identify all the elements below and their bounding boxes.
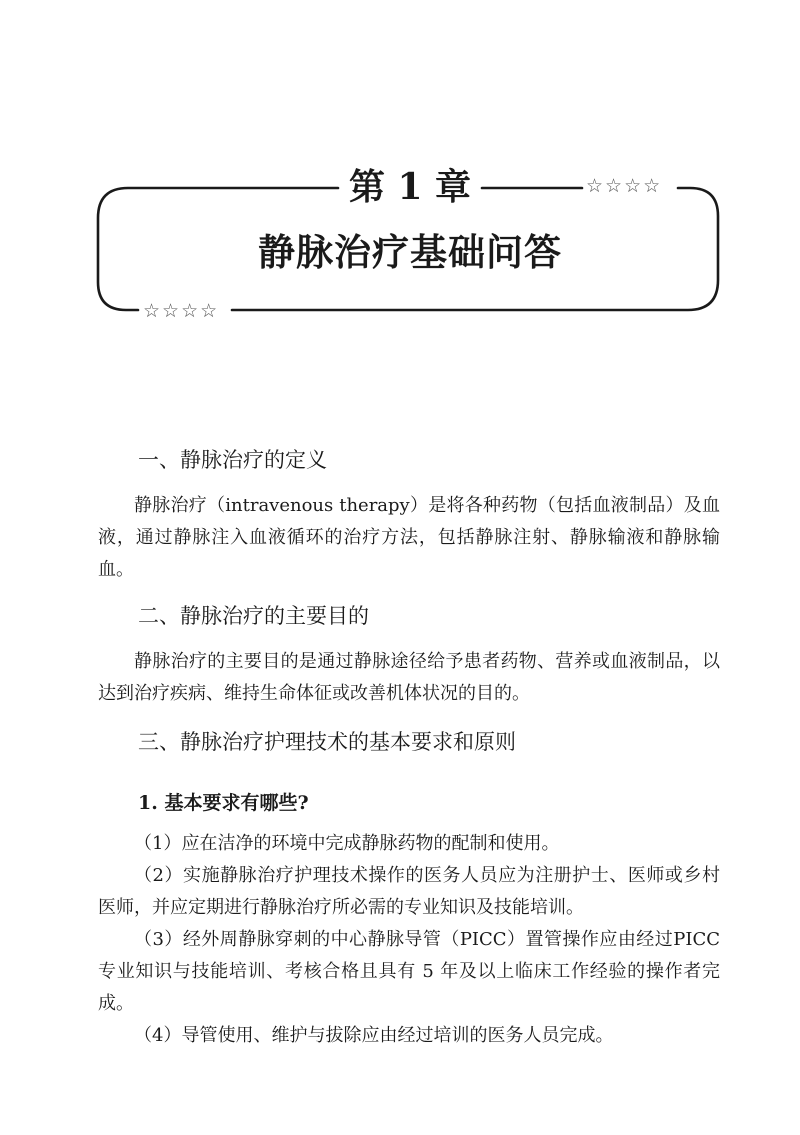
section-heading-requirements: 三、静脉治疗护理技术的基本要求和原则 [138,730,516,754]
page-content [98,440,720,1052]
section-heading-purpose: 二、静脉治疗的主要目的 [138,604,369,628]
section-heading-definition: 一、静脉治疗的定义 [138,448,327,472]
list-item: （4）导管使用、维护与拔除应由经过培训的医务人员完成。 [134,1025,614,1046]
section-paragraph-purpose: 静脉治疗的主要目的是通过静脉途径给予患者药物、营养或血液制品，以达到治疗疾病、维持生命体征或改善机体状况的目的。 [98,651,720,704]
list-item: （2）实施静脉治疗护理技术操作的医务人员应为注册护士、医师或乡村医师，并应定期进行静脉治疗所必需的专业知识及技能培训。 [98,865,720,918]
subheading-basic-requirements: 1. 基本要求有哪些? [138,792,309,814]
decorative-stars-top: ☆☆☆☆ [586,175,663,197]
decorative-stars-bottom: ☆☆☆☆ [143,300,220,322]
requirements-list [98,828,720,1052]
section-paragraph-definition: 静脉治疗（intravenous therapy）是将各种药物（包括血液制品）及血液，通过静脉注入血液循环的治疗方法，包括静脉注射、静脉输液和静脉输血。 [98,495,720,580]
list-item: （1）应在洁净的环境中完成静脉药物的配制和使用。 [134,833,560,854]
chapter-number: 第 1 章 [348,166,472,208]
chapter-title: 静脉治疗基础问答 [258,231,562,274]
list-item: （3）经外周静脉穿刺的中心静脉导管（PICC）置管操作应由经过PICC 专业知识与技能培训、考核合格且具有 5 年及以上临床工作经验的操作者完成。 [98,929,720,1014]
